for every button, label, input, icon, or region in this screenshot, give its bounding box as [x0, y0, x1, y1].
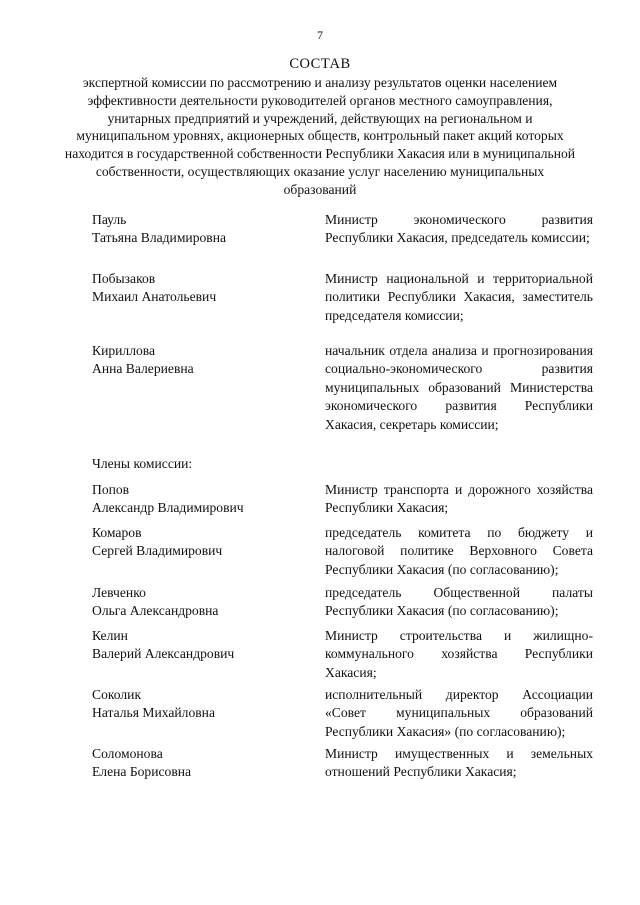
member-position: председатель Общественной палаты Республики Хакасия (по согласованию); [325, 585, 593, 619]
member-given-name: Александр Владимирович [92, 500, 244, 516]
member-surname: Кириллова [92, 343, 156, 358]
member-position: Министр национальной и территориальной политики Республики Хакасия, заместитель председателя комиссии; [325, 271, 593, 323]
member-position: Министр строительства и жилищно-коммунального хозяйства Республики Хакасия; [325, 628, 593, 680]
member-surname: Побызаков [92, 271, 156, 286]
member-name [92, 584, 307, 621]
member-position: Министр экономического развития Республики Хакасия, председатель комиссии; [325, 212, 593, 246]
member-given-name: Анна Валериевна [92, 361, 194, 377]
member-surname: Попов [92, 482, 130, 497]
member-given-name: Татьяна Владимировна [92, 230, 227, 246]
member-surname: Соколик [92, 687, 142, 702]
member-name [92, 270, 307, 307]
member-position: начальник отдела анализа и прогнозирования социально-экономического развития муниципальных образований Министерства экономического развития Республики Хакасия, секретарь комиссии; [325, 343, 593, 432]
member-name [92, 211, 307, 248]
member-given-name: Михаил Анатольевич [92, 289, 217, 305]
member-name [92, 686, 307, 723]
member-name [92, 627, 307, 664]
member-given-name: Елена Борисовна [92, 764, 192, 780]
member-position: Министр транспорта и дорожного хозяйства Республики Хакасия; [325, 482, 593, 516]
member-name [92, 481, 307, 518]
members-label: Члены комиссии: [92, 456, 193, 471]
member-position: председатель комитета по бюджету и налоговой политике Верховного Совета Республики Хакасия (по согласованию); [325, 525, 593, 577]
member-surname: Келин [92, 628, 128, 643]
member-name [92, 342, 307, 379]
member-name [92, 524, 307, 561]
member-given-name: Валерий Александрович [92, 646, 235, 662]
page-number: 7 [317, 28, 323, 42]
member-given-name: Наталья Михайловна [92, 705, 215, 721]
document-subtitle: экспертной комиссии по рассмотрению и анализу результатов оценки населением эффективности деятельности руководителей органов местного самоуправления, унитарных предприятий и учреждений, действующих на региональном и муниципальном уровнях, акционерных обществ, контрольный пакет акций которых находится в государственной собственности Республики Хакасия или в муниципальной собственности, осуществляющих оказание услуг населению муниципальных образований [64, 75, 576, 197]
member-position: Министр имущественных и земельных отношений Республики Хакасия; [325, 746, 593, 780]
member-given-name: Сергей Владимирович [92, 543, 223, 559]
member-surname: Пауль [92, 212, 127, 227]
member-surname: Соломонова [92, 746, 163, 761]
member-surname: Комаров [92, 525, 142, 540]
document-title: СОСТАВ [289, 56, 351, 72]
member-position: исполнительный директор Ассоциации «Совет муниципальных образований Республики Хакасия» (по согласованию); [325, 687, 593, 739]
member-given-name: Ольга Александровна [92, 603, 219, 619]
member-name [92, 745, 307, 782]
member-surname: Левченко [92, 585, 146, 600]
